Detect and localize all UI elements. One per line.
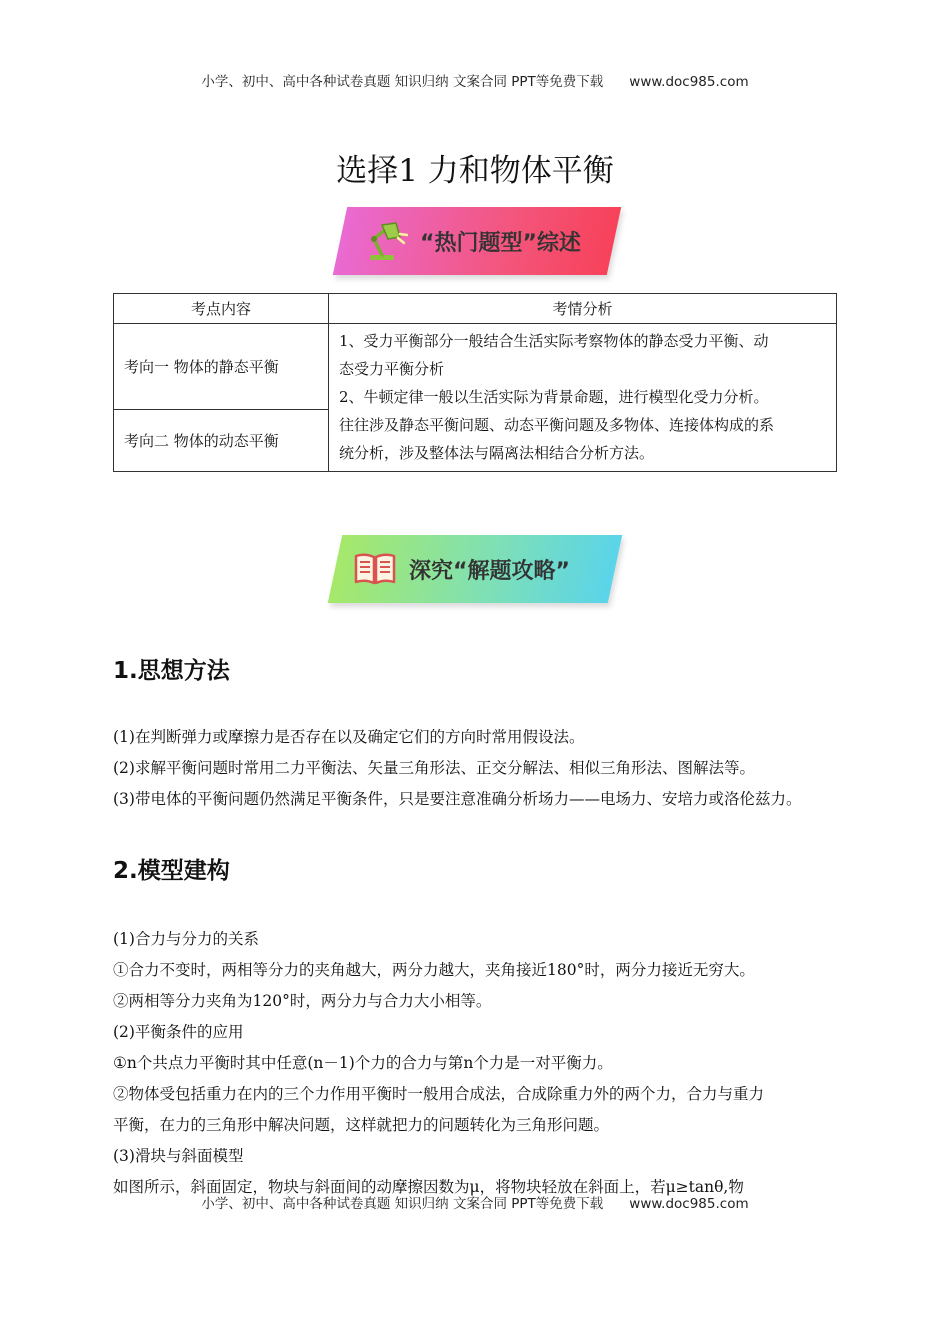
- analysis-line: 统分析，涉及整体法与隔离法相结合分析方法。: [339, 443, 655, 462]
- exam-analysis-table: [113, 293, 837, 472]
- study-strategy-banner: [328, 535, 622, 603]
- desk-lamp-icon: [364, 219, 408, 263]
- table-header-row: [114, 294, 837, 324]
- open-book-icon: [353, 550, 397, 588]
- column-header: 考点内容: [114, 294, 329, 324]
- footer-text: 小学、初中、高中各种试卷真题 知识归纳 文案合同 PPT等免费下载: [201, 1196, 604, 1212]
- table-cell: 考向一 物体的静态平衡: [114, 324, 329, 410]
- analysis-cell: [329, 324, 837, 472]
- analysis-line: 往往涉及静态平衡问题、动态平衡问题及多物体、连接体构成的系: [339, 415, 775, 434]
- footer-url[interactable]: www.doc985.com: [629, 1196, 749, 1212]
- paragraph-line: (2)平衡条件的应用: [113, 1023, 244, 1041]
- paragraph-line: ②两相等分力夹角为120°时，两分力与合力大小相等。: [113, 992, 492, 1010]
- header-text: 小学、初中、高中各种试卷真题 知识归纳 文案合同 PPT等免费下载: [201, 74, 604, 90]
- paragraph-line: 如图所示，斜面固定，物块与斜面间的动摩擦因数为μ，将物块轻放在斜面上，若μ≥tanθ,物: [113, 1178, 744, 1196]
- paragraph-line: ①合力不变时，两相等分力的夹角越大，两分力越大，夹角接近180°时，两分力接近无穷大。: [113, 961, 755, 979]
- study-strategy-label: 深究“解题攻略”: [409, 558, 570, 584]
- table-row: [114, 324, 837, 410]
- paragraph-line: (3)滑块与斜面模型: [113, 1147, 244, 1165]
- paragraph-line: (1)在判断弹力或摩擦力是否存在以及确定它们的方向时常用假设法。: [113, 728, 585, 746]
- analysis-line: 1、受力平衡部分一般结合生活实际考察物体的静态受力平衡、动: [339, 331, 769, 350]
- page-footer: [0, 1192, 950, 1212]
- paragraph-line: (1)合力与分力的关系: [113, 930, 259, 948]
- page-title: 选择1 力和物体平衡: [336, 153, 614, 189]
- methods-paragraph: [113, 722, 853, 815]
- models-paragraph: [113, 924, 853, 1203]
- analysis-line: 2、牛顿定律一般以生活实际为背景命题，进行模型化受力分析。: [339, 387, 769, 406]
- section-heading-models: 2.模型建构: [113, 858, 230, 884]
- table-cell: 考向二 物体的动态平衡: [114, 410, 329, 472]
- column-header: 考情分析: [329, 294, 837, 324]
- page-header: [0, 70, 950, 90]
- paragraph-line: (2)求解平衡问题时常用二力平衡法、矢量三角形法、正交分解法、相似三角形法、图解法等。: [113, 759, 755, 777]
- header-url[interactable]: www.doc985.com: [629, 74, 749, 90]
- hot-topics-banner: [333, 207, 621, 275]
- paragraph-line: 平衡，在力的三角形中解决问题，这样就把力的问题转化为三角形问题。: [113, 1116, 610, 1134]
- section-heading-methods: 1.思想方法: [113, 658, 230, 684]
- hot-topics-label: “热门题型”综述: [420, 230, 581, 256]
- paragraph-line: ②物体受包括重力在内的三个力作用平衡时一般用合成法，合成除重力外的两个力，合力与重力: [113, 1085, 765, 1103]
- paragraph-line: ①n个共点力平衡时其中任意(n－1)个力的合力与第n个力是一对平衡力。: [113, 1054, 613, 1072]
- paragraph-line: (3)带电体的平衡问题仍然满足平衡条件，只是要注意准确分析场力——电场力、安培力或洛伦兹力。: [113, 790, 802, 808]
- analysis-line: 态受力平衡分析: [339, 359, 445, 378]
